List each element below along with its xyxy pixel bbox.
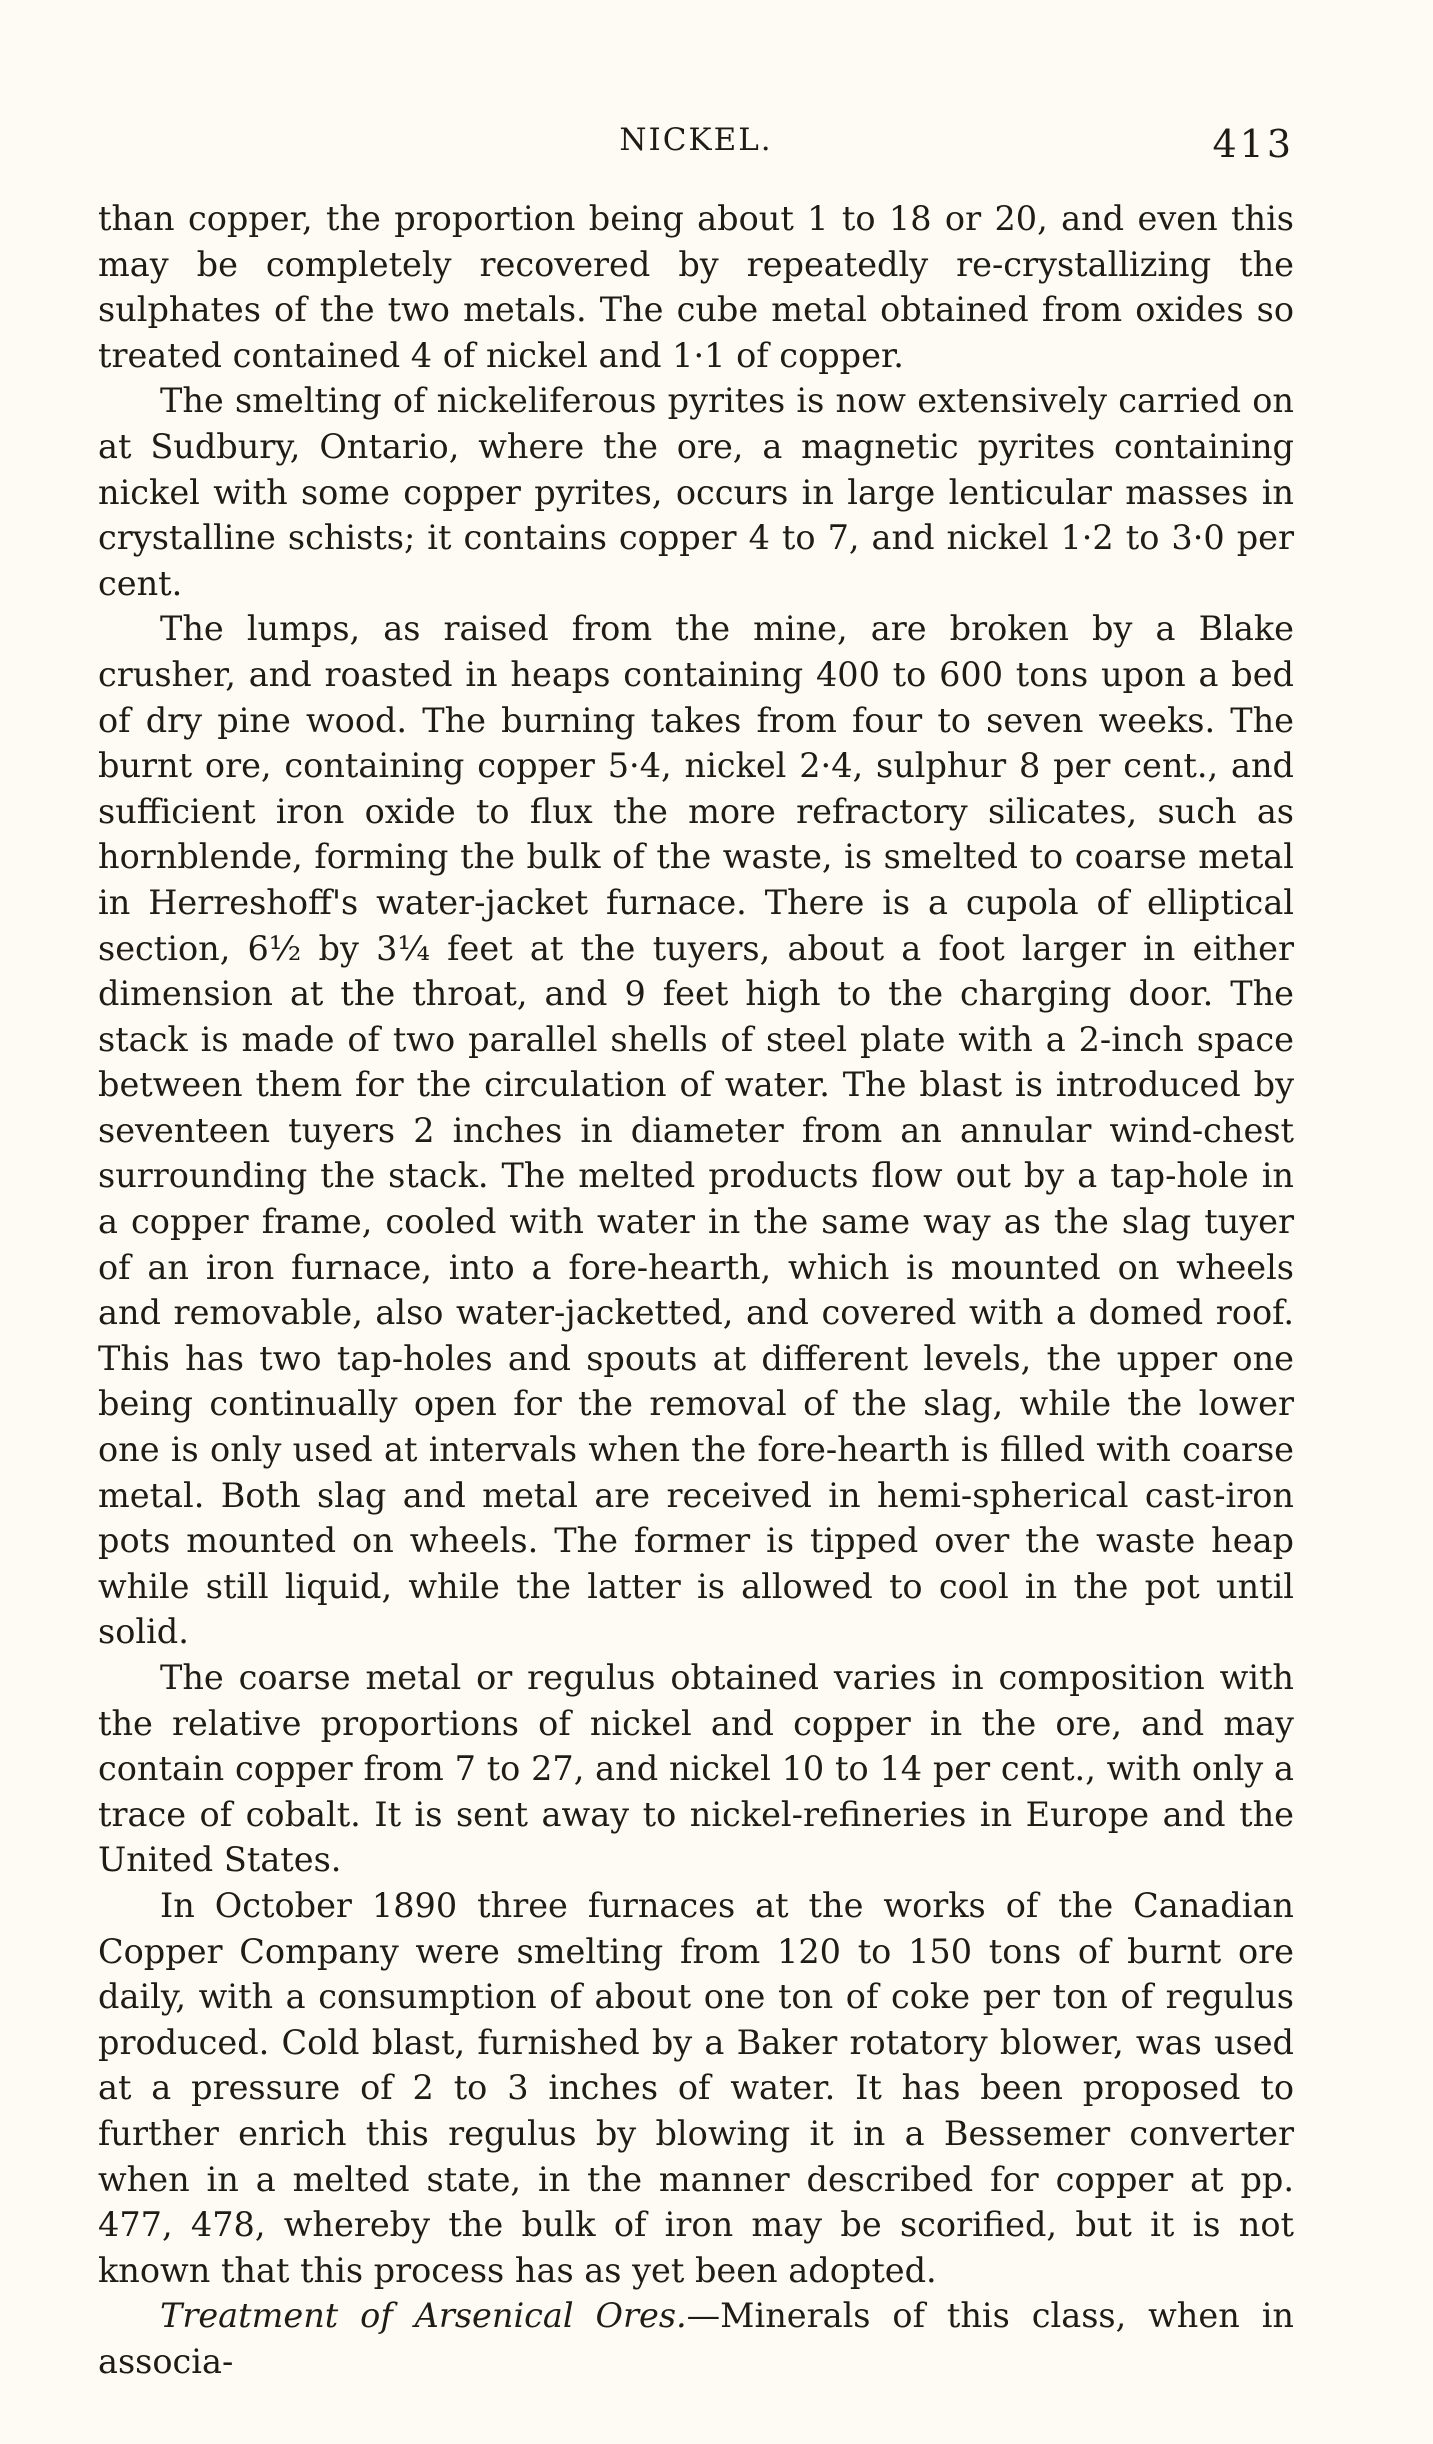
body-text bbox=[98, 196, 1294, 2385]
paragraph-continuation: than copper, the proportion being about 1 to 18 or 20, and even this may be completely recovered by repeatedly re-crystallizing the sulphates of the two metals. The cube metal obtained from oxides so treated contained 4 of nickel and 1·1 of copper. bbox=[98, 199, 1294, 375]
section-heading-arsenical-ores: Treatment of Arsenical Ores. bbox=[160, 2296, 687, 2336]
paragraph-canadian-copper-company: In October 1890 three furnaces at the works of the Canadian Copper Company were smelting from 120 to 150 tons of burnt ore daily, with a consumption of about one ton of coke per ton of regulus produced. Cold blast, furnished by a Baker rotatory blower, was used at a pressure of 2 to 3 inches of water. It has been proposed to further enrich this regulus by blowing it in a Bessemer converter when in a melted state, in the manner described for copper at pp. 477, 478, whereby the bulk of iron may be scorified, but it is not known that this process has as yet been adopted. bbox=[98, 1885, 1294, 2290]
running-title: NICKEL. bbox=[619, 122, 773, 158]
paragraph-coarse-metal: The coarse metal or regulus obtained varies in composition with the relative proportions of nickel and copper in the ore, and may contain copper from 7 to 27, and nickel 10 to 14 per cent., with only a trace of cobalt. It is sent away to nickel-refineries in Europe and the United States. bbox=[98, 1658, 1294, 1880]
page-number: 413 bbox=[1212, 122, 1294, 166]
paragraph-roasting-furnace: The lumps, as raised from the mine, are broken by a Blake crusher, and roasted in heaps containing 400 to 600 tons upon a bed of dry pine wood. The burning takes from four to seven weeks. The burnt ore, containing copper 5·4, nickel 2·4, sulphur 8 per cent., and sufficient iron oxide to flux the more refractory silicates, such as hornblende, forming the bulk of the waste, is smelted to coarse metal in Herreshoff's water-jacket furnace. There is a cupola of elliptical section, 6½ by 3¼ feet at the tuyers, about a foot larger in either dimension at the throat, and 9 feet high to the charging door. The stack is made of two parallel shells of steel plate with a 2-inch space between them for the circulation of water. The blast is introduced by seventeen tuyers 2 inches in diameter from an annular wind-chest surrounding the stack. The melted products flow out by a tap-hole in a copper frame, cooled with water in the same way as the slag tuyer of an iron furnace, into a fore-hearth, which is mounted on wheels and removable, also water-jacketted, and covered with a domed roof. This has two tap-holes and spouts at different levels, the upper one being continually open for the removal of the slag, while the lower one is only used at intervals when the fore-hearth is filled with coarse metal. Both slag and metal are received in hemi-spherical cast-iron pots mounted on wheels. The former is tipped over the waste heap while still liquid, while the latter is allowed to cool in the pot until solid. bbox=[98, 609, 1294, 1652]
paragraph-arsenical-ores bbox=[98, 2293, 1294, 2384]
section-text-arsenical-ores: —Minerals of this class, when in associa- bbox=[98, 2296, 1294, 2381]
running-head bbox=[98, 122, 1294, 172]
paragraph-sudbury-smelting: The smelting of nickeliferous pyrites is now extensively carried on at Sudbury, Ontario, where the ore, a magnetic pyrites containing nickel with some copper pyrites, occurs in large lenticular masses in crystalline schists; it contains copper 4 to 7, and nickel 1·2 to 3·0 per cent. bbox=[98, 381, 1294, 603]
